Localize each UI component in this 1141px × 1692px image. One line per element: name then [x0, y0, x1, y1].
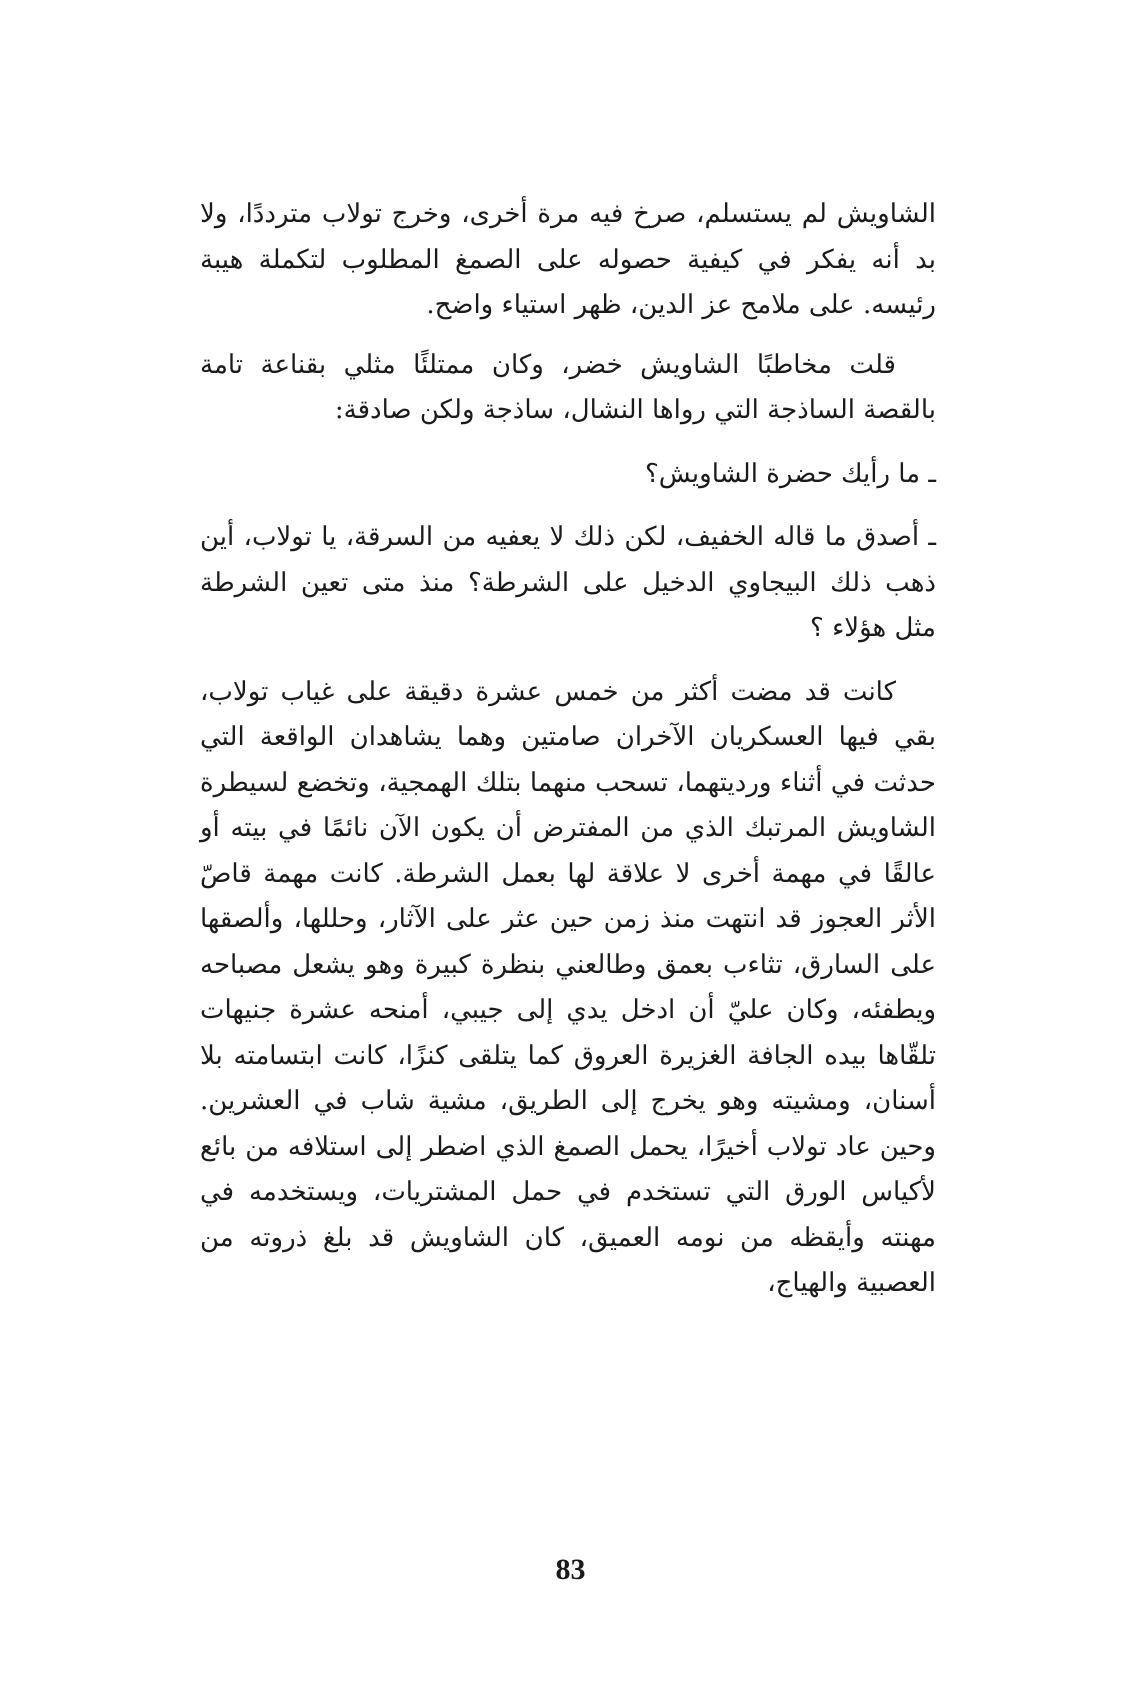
body-text [200, 192, 936, 1307]
paragraph-3: كانت قد مضت أكثر من خمس عشرة دقيقة على غياب تولاب، بقي فيها العسكريان الآخران صامتين وهما يشاهدان الواقعة التي حدثت في أثناء ورديتهما، تسحب منهما بتلك الهمجية، وتخضع لسيطرة الشاويش المرتبك الذي من المفترض أن يكون الآن نائمًا في بيته أو عالقًا في مهمة أخرى لا علاقة لها بعمل الشرطة. كانت مهمة قاصّ الأثر العجوز قد انتهت منذ زمن حين عثر على الآثار، وحللها، وألصقها على السارق، تثاءب بعمق وطالعني بنظرة كبيرة وهو يشعل مصباحه ويطفئه، وكان عليّ أن ادخل يدي إلى جيبي، أمنحه عشرة جنيهات تلقّاها بيده الجافة الغزيرة العروق كما يتلقى كنزًا، كانت ابتسامته بلا أسنان، ومشيته وهو يخرج إلى الطريق، مشية شاب في العشرين. وحين عاد تولاب أخيرًا، يحمل الصمغ الذي اضطر إلى استلافه من بائع لأكياس الورق التي تستخدم في حمل المشتريات، ويستخدمه في مهنته وأيقظه من نومه العميق، كان الشاويش قد بلغ ذروته من العصبية والهياج، [200, 676, 936, 1298]
page-number: 83 [555, 1553, 586, 1586]
dialogue-answer: ـ أصدق ما قاله الخفيف، لكن ذلك لا يعفيه من السرقة، يا تولاب، أين ذهب ذلك البيجاوي الدخيل على الشرطة؟ منذ متى تعين الشرطة مثل هؤلاء ؟ [200, 522, 936, 643]
dialogue-question: ـ ما رأيك حضرة الشاويش؟ [644, 458, 936, 489]
paragraph-2: قلت مخاطبًا الشاويش خضر، وكان ممتلئًا مثلي بقناعة تامة بالقصة الساذجة التي رواها النشال، ساذجة ولكن صادقة: [200, 349, 936, 425]
paragraph-1: الشاويش لم يستسلم، صرخ فيه مرة أخرى، وخرج تولاب مترددًا، ولا بد أنه يفكر في كيفية حصوله على الصمغ المطلوب لتكملة هيبة رئيسه. على ملامح عز الدين، ظهر استياء واضح. [200, 199, 936, 320]
